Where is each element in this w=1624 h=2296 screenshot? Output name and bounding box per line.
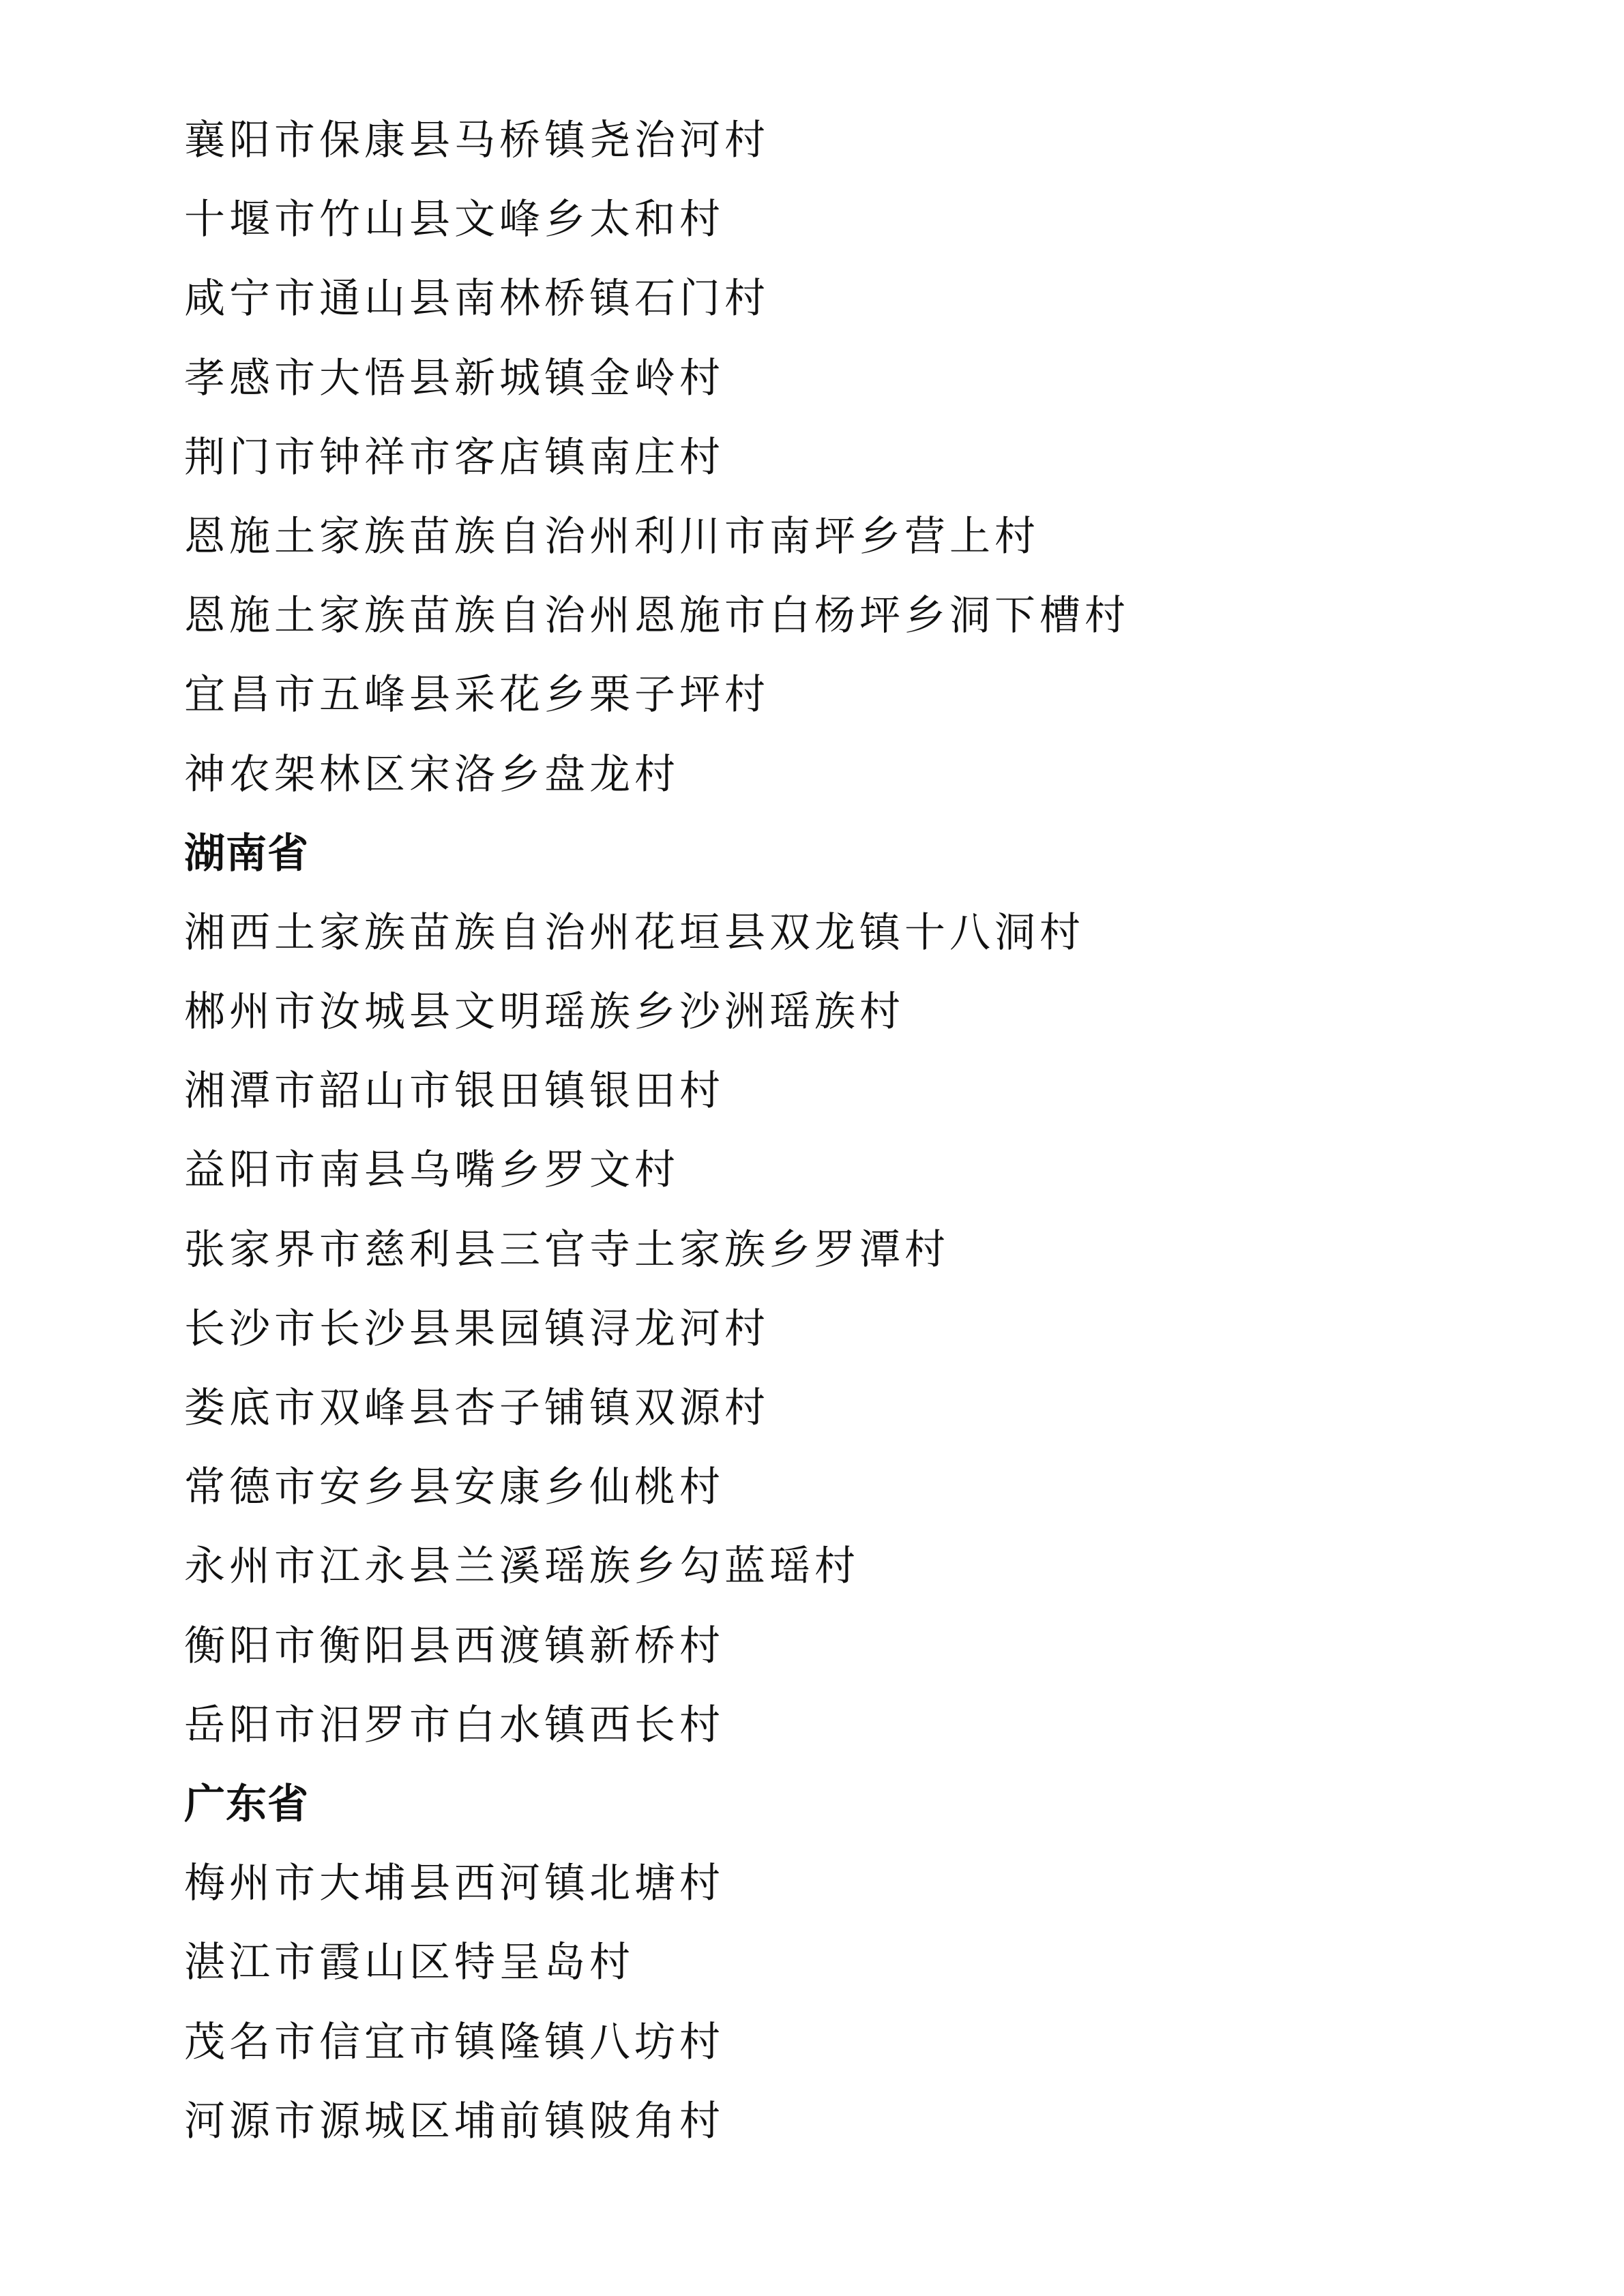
village-list-item: 孝感市大悟县新城镇金岭村 bbox=[184, 354, 724, 402]
village-list-item: 荆门市钟祥市客店镇南庄村 bbox=[184, 433, 724, 481]
village-list-item: 长沙市长沙县果园镇浔龙河村 bbox=[184, 1304, 769, 1353]
village-list-item: 娄底市双峰县杏子铺镇双源村 bbox=[184, 1384, 769, 1432]
village-list-item: 梅州市大埔县西河镇北塘村 bbox=[184, 1860, 724, 1908]
village-list-item: 湘西土家族苗族自治州花垣县双龙镇十八洞村 bbox=[184, 908, 1084, 957]
province-heading: 广东省 bbox=[184, 1780, 309, 1828]
village-list-item: 襄阳市保康县马桥镇尧治河村 bbox=[184, 117, 769, 164]
village-list-item: 河源市源城区埔前镇陂角村 bbox=[184, 2097, 724, 2145]
village-list-item: 十堰市竹山县文峰乡太和村 bbox=[184, 196, 724, 244]
village-list-item: 岳阳市汨罗市白水镇西长村 bbox=[184, 1701, 724, 1749]
village-list-item: 张家界市慈利县三官寺土家族乡罗潭村 bbox=[184, 1225, 949, 1274]
province-heading: 湖南省 bbox=[184, 829, 309, 878]
village-list-item: 益阳市南县乌嘴乡罗文村 bbox=[184, 1146, 679, 1195]
village-list-item: 湘潭市韶山市银田镇银田村 bbox=[184, 1067, 724, 1116]
village-list-item: 咸宁市通山县南林桥镇石门村 bbox=[184, 275, 769, 323]
village-list-item: 湛江市霞山区特呈岛村 bbox=[184, 1939, 634, 1987]
village-list-item: 茂名市信宜市镇隆镇八坊村 bbox=[184, 2018, 724, 2066]
village-list-item: 宜昌市五峰县采花乡栗子坪村 bbox=[184, 671, 769, 719]
village-list-item: 恩施土家族苗族自治州恩施市白杨坪乡洞下槽村 bbox=[184, 592, 1130, 640]
village-list-item: 常德市安乡县安康乡仙桃村 bbox=[184, 1463, 724, 1512]
village-list-item: 恩施土家族苗族自治州利川市南坪乡营上村 bbox=[184, 512, 1039, 561]
village-list-item: 永州市江永县兰溪瑶族乡勾蓝瑶村 bbox=[184, 1542, 859, 1591]
village-list-item: 神农架林区宋洛乡盘龙村 bbox=[184, 750, 679, 799]
village-list-item: 郴州市汝城县文明瑶族乡沙洲瑶族村 bbox=[184, 988, 904, 1037]
document-page bbox=[184, 101, 1480, 2161]
village-list-item: 衡阳市衡阳县西渡镇新桥村 bbox=[184, 1622, 724, 1670]
